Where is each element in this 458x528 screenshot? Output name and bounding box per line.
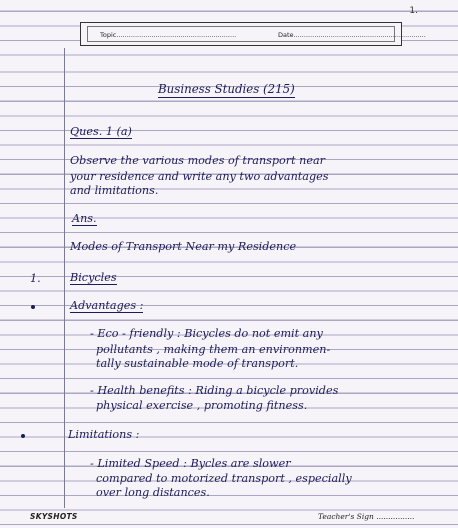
advantage-line: physical exercise , promoting fitness. <box>96 399 308 412</box>
page-number: 1. <box>409 6 418 16</box>
page-header-inner <box>87 26 426 42</box>
margin-line <box>64 48 65 508</box>
brand-logo-text: SKYSHOTS <box>30 512 78 521</box>
limitation-line: over long distances. <box>96 486 210 499</box>
advantages-label: Advantages : <box>70 299 144 312</box>
advantage-line: - Health benefits : Riding a bicycle provides <box>90 384 339 397</box>
date-label: Date................................................................ <box>278 31 426 39</box>
question-line: and limitations. <box>70 184 159 197</box>
limitations-label: Limitations : <box>68 428 140 441</box>
date-dots: ................................................................ <box>293 31 426 39</box>
answer-label: Ans. <box>72 212 97 225</box>
advantage-line: - Eco - friendly : Bicycles do not emit any <box>90 327 323 340</box>
bullet <box>31 305 35 309</box>
modes-heading: Modes of Transport Near my Residence <box>70 240 297 253</box>
page-header-box <box>80 22 426 46</box>
limitation-line: - Limited Speed : Bycles are slower <box>90 457 291 470</box>
item-number: 1. <box>30 272 41 285</box>
question-line: your residence and write any two advantages <box>70 170 329 183</box>
topic-label: Topic.......................................................... <box>100 31 237 39</box>
advantage-line: tally sustainable mode of transport. <box>96 357 299 370</box>
topic-dots: .......................................................... <box>116 31 237 39</box>
question-line: Observe the various modes of transport near <box>70 154 326 167</box>
page-title: Business Studies (215) <box>158 82 295 96</box>
question-number: Ques. 1 (a) <box>70 125 132 138</box>
bullet <box>21 434 25 438</box>
item-name: Bicycles <box>70 271 117 284</box>
teacher-sign-field: Teacher's Sign ................ <box>318 512 415 521</box>
advantage-line: pollutants , making them an environmen- <box>96 343 331 356</box>
limitation-line: compared to motorized transport , especially <box>96 472 352 485</box>
